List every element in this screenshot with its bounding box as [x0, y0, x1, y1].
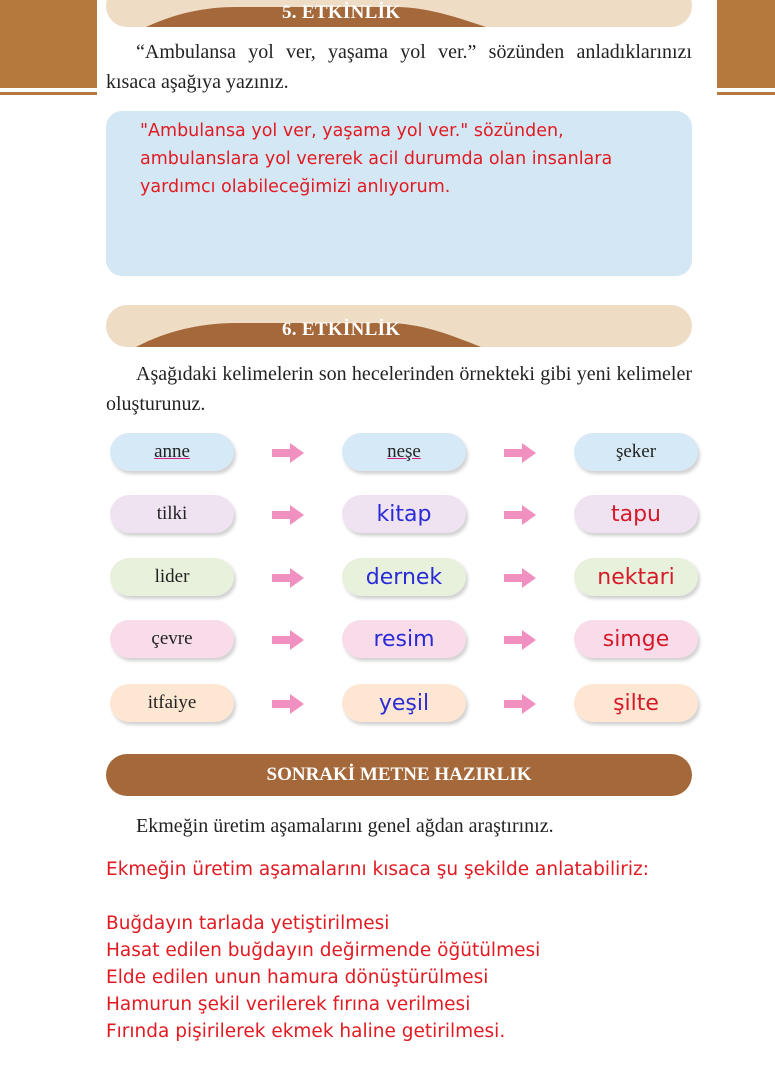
list-item: Fırında pişirilerek ekmek haline getirilmesi.	[106, 1021, 506, 1042]
decorative-bar-left	[0, 0, 97, 88]
word-text: çevre	[151, 628, 193, 649]
arrow-right-icon	[504, 630, 536, 650]
word-pill[interactable]	[342, 620, 466, 658]
activity6-title: 6. ETKİNLİK	[282, 319, 401, 340]
list-item: Buğdayın tarlada yetiştirilmesi	[106, 913, 390, 934]
activity5-title: 5. ETKİNLİK	[282, 2, 401, 23]
answer-word: yeşil	[378, 690, 430, 716]
arrow-right-icon	[272, 443, 304, 463]
arrow-right-icon	[504, 568, 536, 588]
next-instruction: Ekmeğin üretim aşamalarını genel ağdan araştırınız.	[136, 815, 554, 837]
word-text: şeker	[615, 441, 657, 462]
answer-word: şilte	[613, 690, 659, 716]
list-item: Hasat edilen buğdayın değirmende öğütülmesi	[106, 940, 541, 961]
arrow-right-icon	[272, 630, 304, 650]
activity6-header	[106, 305, 692, 347]
word-pill[interactable]	[574, 684, 698, 722]
answer-word: simge	[602, 626, 670, 652]
word-pill[interactable]	[342, 558, 466, 596]
list-item: Hamurun şekil verilerek fırına verilmesi	[106, 994, 471, 1015]
word-text: neşe	[387, 441, 421, 462]
activity5-answer: "Ambulansa yol ver, yaşama yol ver." sözünden, ambulanslara yol vererek acil durumda olan insanlara yardımcı olabileceğimizi anlıyorum.	[140, 121, 613, 197]
activity5-instruction: “Ambulansa yol ver, yaşama yol ver.” sözünden anladıklarınızı kısaca aşağıya yazınız.	[106, 41, 692, 93]
word-pill	[110, 620, 234, 658]
arrow-right-icon	[504, 505, 536, 525]
word-pill[interactable]	[342, 495, 466, 533]
word-text: anne	[154, 441, 190, 462]
answer-word: resim	[373, 626, 435, 652]
word-pill[interactable]	[574, 558, 698, 596]
decorative-bar-right	[717, 0, 775, 88]
word-pill	[110, 495, 234, 533]
word-text: tilki	[156, 503, 188, 524]
decorative-line-left	[0, 92, 97, 95]
arrow-right-icon	[272, 505, 304, 525]
arrow-right-icon	[504, 443, 536, 463]
answer-word: tapu	[610, 501, 661, 527]
answer-word: kitap	[376, 501, 432, 527]
arrow-right-icon	[504, 694, 536, 714]
decorative-line-right	[717, 92, 775, 95]
activity5-header	[106, 0, 692, 27]
word-pill	[110, 433, 234, 471]
word-pill[interactable]	[342, 684, 466, 722]
word-pill	[574, 433, 698, 471]
arrow-right-icon	[272, 568, 304, 588]
list-item: Elde edilen unun hamura dönüştürülmesi	[106, 967, 489, 988]
word-pill[interactable]	[574, 495, 698, 533]
answer-word: dernek	[365, 564, 443, 590]
production-steps-list	[106, 910, 540, 1045]
word-pill[interactable]	[574, 620, 698, 658]
next-section-header: SONRAKİ METNE HAZIRLIK	[106, 754, 692, 796]
word-pill	[110, 684, 234, 722]
word-text: lider	[154, 566, 190, 587]
next-intro: Ekmeğin üretim aşamalarını kısaca şu şekilde anlatabiliriz:	[106, 859, 649, 880]
word-text: itfaiye	[147, 692, 197, 713]
arrow-right-icon	[272, 694, 304, 714]
activity6-instruction: Aşağıdaki kelimelerin son hecelerinden örnekteki gibi yeni kelimeler oluşturunuz.	[106, 363, 692, 415]
word-pill	[110, 558, 234, 596]
word-pill	[342, 433, 466, 471]
answer-word: nektari	[597, 564, 675, 590]
